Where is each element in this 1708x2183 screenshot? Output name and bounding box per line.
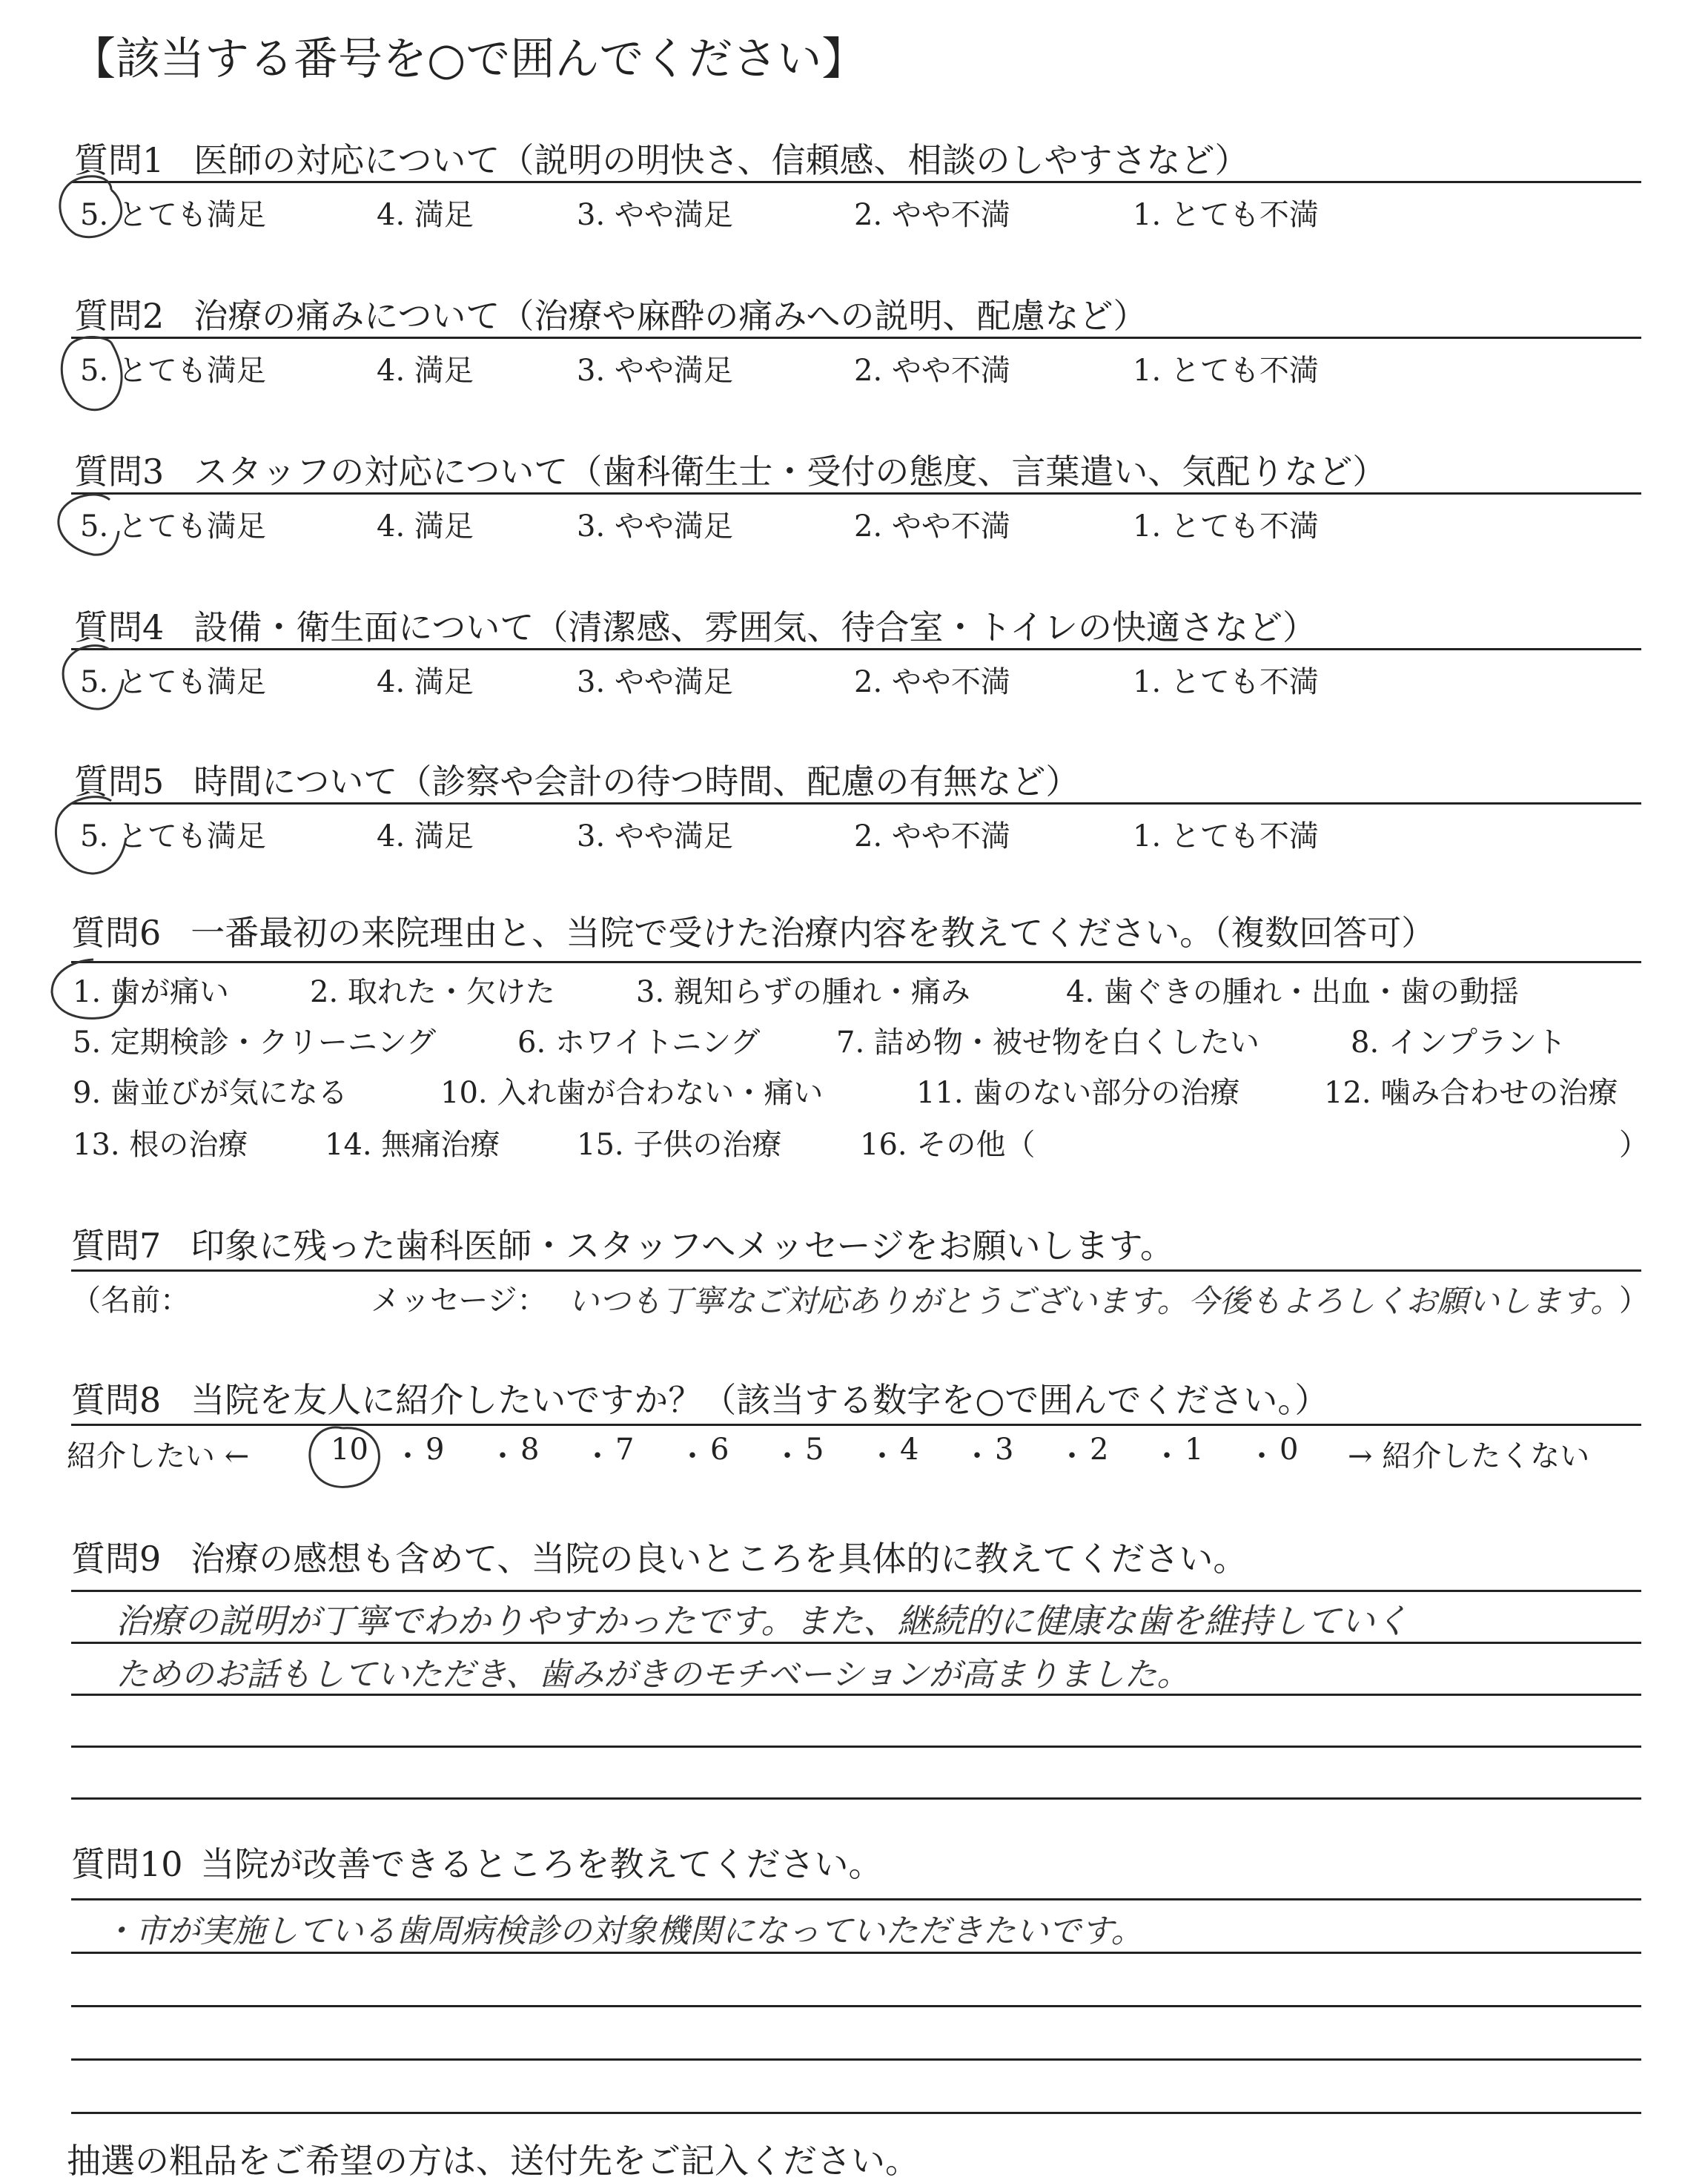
q5-option-5[interactable]: 5. とても満足: [80, 819, 266, 853]
q5-option-4[interactable]: 4. 満足: [377, 819, 474, 853]
q8-scale-separator: ・: [772, 1439, 802, 1473]
q6-opt-11[interactable]: 11. 歯のない部分の治療: [916, 1076, 1240, 1110]
q1-option-5[interactable]: 5. とても満足: [80, 198, 266, 232]
q6-opt-8[interactable]: 8. インプラント: [1351, 1026, 1566, 1060]
q1-option-4[interactable]: 4. 満足: [377, 198, 474, 232]
q8-scale-separator: ・: [488, 1439, 517, 1473]
form-header: 【該当する番号を○で囲んでください】: [71, 33, 867, 85]
q4-label: 質問4: [74, 607, 165, 647]
q5-circle-mark: [56, 797, 126, 873]
q7-close: ）: [1619, 1284, 1649, 1318]
q3-option-4[interactable]: 4. 満足: [377, 509, 474, 544]
q7-message-text: いつも丁寧なご対応ありがとうございます。今後もよろしくお願いします。: [568, 1283, 1622, 1319]
q8-score-8[interactable]: 8: [520, 1433, 540, 1467]
q6-opt-15[interactable]: 15. 子供の治療: [577, 1128, 782, 1162]
q6-opt-3[interactable]: 3. 親知らずの腫れ・痛み: [636, 975, 970, 1009]
q7-text: 印象に残った歯科医師・スタッフへメッセージをお願いします。: [191, 1226, 1174, 1266]
footer-note: 抽選の粗品をご希望の方は、送付先をご記入ください。: [67, 2141, 919, 2181]
q10-label: 質問10: [71, 1844, 183, 1884]
q8-score-1[interactable]: 1: [1185, 1433, 1204, 1467]
q6-label: 質問6: [71, 913, 162, 953]
q2-option-4[interactable]: 4. 満足: [377, 354, 474, 388]
q8-scale-separator: ・: [393, 1439, 423, 1473]
q8-score-6[interactable]: 6: [710, 1433, 729, 1467]
q1-circle-mark: [60, 176, 122, 237]
q4-option-2[interactable]: 2. やや不満: [854, 665, 1010, 699]
q8-score-9[interactable]: 9: [426, 1433, 445, 1467]
q6-opt-16-close: ）: [1619, 1128, 1649, 1162]
q1-text: 医師の対応について（説明の明快さ、信頼感、相談のしやすさなど）: [193, 140, 1249, 180]
q1-option-3[interactable]: 3. やや満足: [577, 198, 733, 232]
q3-option-5[interactable]: 5. とても満足: [80, 509, 266, 544]
q8-label: 質問8: [71, 1380, 162, 1420]
q4-circle-mark: [63, 646, 123, 709]
q2-option-1[interactable]: 1. とても不満: [1133, 354, 1319, 388]
q8-score-4[interactable]: 4: [900, 1433, 919, 1467]
q8-left-label: 紹介したい ←: [67, 1439, 250, 1473]
q8-right-label: → 紹介したくない: [1348, 1439, 1590, 1473]
q6-opt-10[interactable]: 10. 入れ歯が合わない・痛い: [440, 1076, 824, 1110]
q3-option-2[interactable]: 2. やや不満: [854, 509, 1010, 544]
q1-option-2[interactable]: 2. やや不満: [854, 198, 1010, 232]
q6-circle-mark: [52, 960, 125, 1018]
q7-name-label: （名前：: [71, 1284, 190, 1318]
q2-option-2[interactable]: 2. やや不満: [854, 354, 1010, 388]
q8-scale-separator: ・: [1057, 1439, 1087, 1473]
q5-label: 質問5: [74, 762, 165, 802]
q5-option-1[interactable]: 1. とても不満: [1133, 819, 1319, 853]
q9-label: 質問9: [71, 1539, 162, 1579]
q8-circle-mark: [310, 1427, 380, 1487]
q7-label: 質問7: [71, 1226, 162, 1266]
q6-opt-1[interactable]: 1. 歯が痛い: [73, 975, 229, 1009]
q6-opt-7[interactable]: 7. 詰め物・被せ物を白くしたい: [836, 1026, 1260, 1060]
q6-opt-12[interactable]: 12. 噛み合わせの治療: [1324, 1076, 1618, 1110]
q5-option-3[interactable]: 3. やや満足: [577, 819, 733, 853]
q6-opt-2[interactable]: 2. 取れた・欠けた: [310, 975, 555, 1009]
q10-answer-line-1: ・市が実施している歯周病検診の対象機関になっていただきたいです。: [102, 1912, 1144, 1950]
q8-score-7[interactable]: 7: [615, 1433, 635, 1467]
q4-option-1[interactable]: 1. とても不満: [1133, 665, 1319, 699]
q6-opt-5[interactable]: 5. 定期検診・クリーニング: [73, 1026, 437, 1060]
q2-text: 治療の痛みについて（治療や麻酔の痛みへの説明、配慮など）: [193, 296, 1148, 336]
q3-circle-mark: [59, 495, 119, 555]
q3-text: スタッフの対応について（歯科衛生士・受付の態度、言葉遣い、気配りなど）: [193, 452, 1387, 492]
q2-label: 質問2: [74, 296, 165, 336]
q8-score-0[interactable]: 0: [1280, 1433, 1299, 1467]
q6-text: 一番最初の来院理由と、当院で受けた治療内容を教えてください。（複数回答可）: [191, 913, 1436, 953]
q2-option-5[interactable]: 5. とても満足: [80, 354, 266, 388]
q6-opt-16[interactable]: 16. その他（: [860, 1128, 1036, 1162]
q6-opt-13[interactable]: 13. 根の治療: [73, 1128, 248, 1162]
q1-label: 質問1: [74, 140, 165, 180]
q8-score-2[interactable]: 2: [1090, 1433, 1109, 1467]
q8-text: 当院を友人に紹介したいですか？（該当する数字を○で囲んでください。）: [191, 1380, 1329, 1420]
q3-option-3[interactable]: 3. やや満足: [577, 509, 733, 544]
q8-scale-separator: ・: [583, 1439, 612, 1473]
q6-opt-4[interactable]: 4. 歯ぐきの腫れ・出血・歯の動揺: [1066, 975, 1519, 1009]
q6-opt-14[interactable]: 14. 無痛治療: [325, 1128, 500, 1162]
q8-scale-separator: ・: [1247, 1439, 1277, 1473]
q8-score-10[interactable]: 10: [331, 1433, 368, 1467]
q6-opt-6[interactable]: 6. ホワイトニング: [517, 1026, 761, 1060]
q8-scale-separator: ・: [678, 1439, 707, 1473]
q5-option-2[interactable]: 2. やや不満: [854, 819, 1010, 853]
q4-option-3[interactable]: 3. やや満足: [577, 665, 733, 699]
q1-option-1[interactable]: 1. とても不満: [1133, 198, 1319, 232]
q3-label: 質問3: [74, 452, 165, 492]
q2-option-3[interactable]: 3. やや満足: [577, 354, 733, 388]
q8-score-5[interactable]: 5: [805, 1433, 824, 1467]
q2-circle-mark: [62, 337, 122, 409]
q9-answer-line-1: 治療の説明が丁寧でわかりやすかったです。また、継続的に健康な歯を維持していく: [116, 1601, 1409, 1641]
q9-text: 治療の感想も含めて、当院の良いところを具体的に教えてください。: [191, 1539, 1248, 1579]
q4-text: 設備・衛生面について（清潔感、雰囲気、待合室・トイレの快適さなど）: [193, 607, 1317, 647]
q9-answer-line-2: ためのお話もしていただき、歯みがきのモチベーションが高まりました。: [116, 1656, 1190, 1694]
q4-option-5[interactable]: 5. とても満足: [80, 665, 266, 699]
q8-scale-separator: ・: [867, 1439, 897, 1473]
q8-scale-separator: ・: [962, 1439, 992, 1473]
q5-text: 時間について（診察や会計の待つ時間、配慮の有無など）: [193, 762, 1080, 802]
q8-score-3[interactable]: 3: [995, 1433, 1014, 1467]
q10-text: 当院が改善できるところを教えてください。: [200, 1844, 883, 1884]
q3-option-1[interactable]: 1. とても不満: [1133, 509, 1319, 544]
q6-opt-9[interactable]: 9. 歯並びが気になる: [73, 1076, 348, 1110]
q8-scale-separator: ・: [1152, 1439, 1182, 1473]
q7-message-label: メッセージ：: [371, 1284, 547, 1318]
q4-option-4[interactable]: 4. 満足: [377, 665, 474, 699]
